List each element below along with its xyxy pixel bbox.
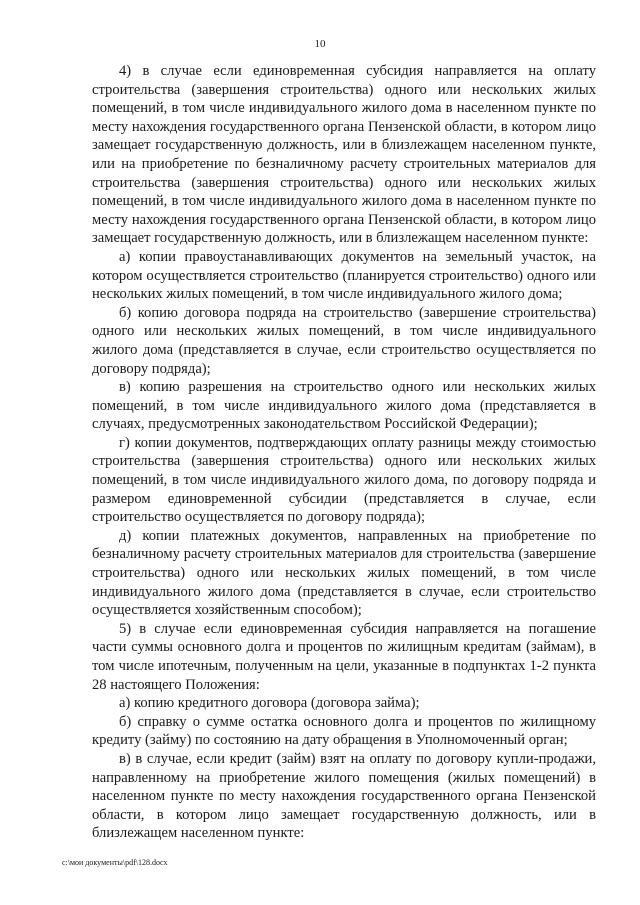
paragraph-subitem-a: а) копии правоустанавливающих документов на земельный участок, на котором осуществляется строительство (планируется строительство) одного или нескольких жилых помещений, в том числе индивидуального жилого дома; (92, 248, 596, 303)
paragraph-subitem-g: г) копии документов, подтверждающих оплату разницы между стоимостью строительства (завершения строительства) одного или нескольких жилых помещений, в том числе индивидуального жилого дома, по договору подряда и размером единовременной субсидии (представляется в случае, если строительство осуществляется по договору подряда); (92, 434, 596, 526)
paragraph-item-5-subitem-b: б) справку о сумме остатка основного долга и процентов по жилищному кредиту (займу) по состоянию на дату обращения в Уполномоченный орган; (92, 713, 596, 749)
document-body (92, 62, 596, 843)
paragraph-item-5-subitem-v: в) в случае, если кредит (займ) взят на оплату по договору купли-продажи, направленному на приобретение жилого помещения (жилых помещений) в населенном пункте по месту нахождения государственного органа Пензенской области, в котором лицо замещает государственную должность, или в близлежащем населенном пункте: (92, 750, 596, 842)
paragraph-subitem-b: б) копию договора подряда на строительство (завершение строительства) одного или нескольких жилых помещений, в том числе индивидуального жилого дома (представляется в случае, если строительство осуществляется по договору подряда); (92, 304, 596, 377)
page-number: 10 (314, 38, 326, 50)
paragraph-item-4: 4) в случае если единовременная субсидия направляется на оплату строительства (завершения строительства) одного или нескольких жилых помещений, в том числе индивидуального жилого дома в населенном пункте по месту нахождения государственного органа Пензенской области, в котором лицо замещает государственную должность, или в близлежащем населенном пункте, или на приобретение по безналичному расчету строительных материалов для строительства (завершения строительства) одного или нескольких жилых помещений, в том числе индивидуального жилого дома в населенном пункте по месту нахождения государственного органа Пензенской области, в котором лицо замещает государственную должность, или в близлежащем населенном пункте: (92, 63, 596, 247)
paragraph-item-5: 5) в случае если единовременная субсидия направляется на погашение части суммы основного долга и процентов по жилищным кредитам (займам), в том числе ипотечным, полученным на цели, указанные в подпунктах 1-2 пункта 28 настоящего Положения: (92, 620, 596, 693)
paragraph-subitem-d: д) копии платежных документов, направленных на приобретение по безналичному расчету строительных материалов для строительства (завершение строительства) одного или нескольких жилых помещений, в том числе индивидуального жилого дома (представляется в случае, если строительство осуществляется хозяйственным способом); (92, 527, 596, 619)
paragraph-subitem-v: в) копию разрешения на строительство одного или нескольких жилых помещений, в том числе индивидуального жилого дома (представляется в случаях, предусмотренных законодательством Российской Федерации); (92, 379, 596, 433)
footer-file-path: c:\мои документы\pdf\128.docx (62, 858, 168, 867)
paragraph-item-5-subitem-a: а) копию кредитного договора (договора займа); (119, 695, 420, 712)
